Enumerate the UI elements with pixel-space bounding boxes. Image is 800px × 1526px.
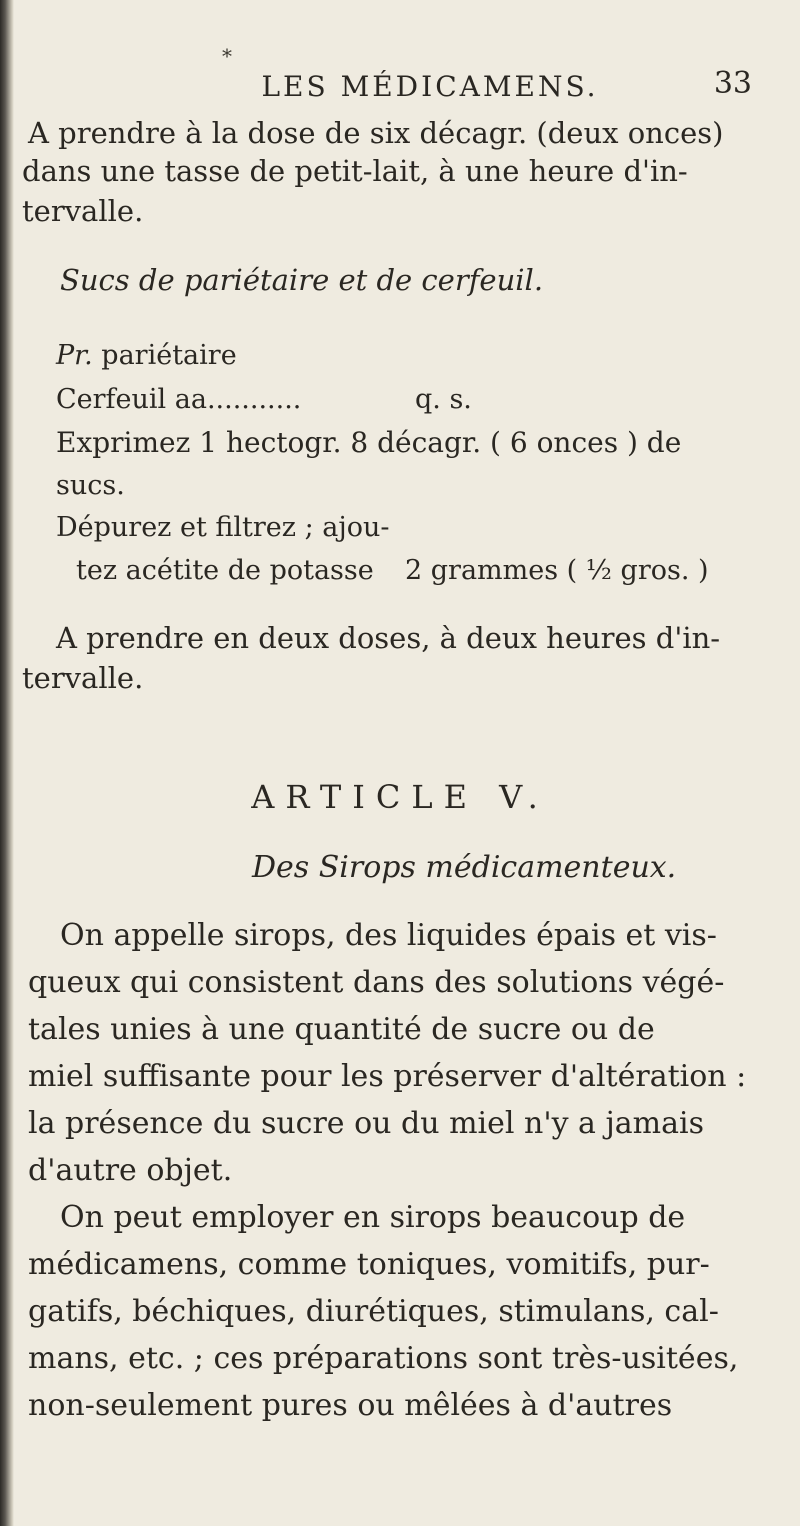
- depurez-line-1: Dépurez et filtrez ; ajou-: [56, 512, 390, 543]
- paragraph-line: non-seulement pures ou mêlées à d'autres: [28, 1388, 673, 1423]
- paragraph-line: miel suffisante pour les préserver d'altération :: [28, 1059, 747, 1094]
- print-mark: *: [222, 44, 232, 68]
- book-spine-shadow: [0, 0, 14, 1526]
- paragraph-line: gatifs, béchiques, diurétiques, stimulans, cal-: [28, 1294, 719, 1329]
- paragraph-line: médicamens, comme toniques, vomitifs, pur-: [28, 1247, 710, 1282]
- dose-line-1: A prendre en deux doses, à deux heures d'in-: [56, 621, 721, 655]
- dose-line-2: tervalle.: [22, 661, 144, 695]
- intro-line-2: dans une tasse de petit-lait, à une heure d'in-: [22, 154, 688, 188]
- express-line: Exprimez 1 hectogr. 8 décagr. ( 6 onces ) de: [56, 426, 682, 459]
- express-line-2: sucs.: [56, 470, 125, 501]
- depurez-quantity: 2 grammes ( ½ gros. ): [405, 555, 709, 586]
- ingredient-cerfeuil: Cerfeuil aa...........: [56, 384, 302, 415]
- paragraph-line: On appelle sirops, des liquides épais et vis-: [60, 918, 717, 953]
- page-header: [0, 66, 800, 120]
- article-heading: ARTICLE V.: [251, 778, 549, 816]
- paragraph-line: tales unies à une quantité de sucre ou de: [28, 1012, 655, 1047]
- paragraph-line: queux qui consistent dans des solutions végé-: [28, 965, 725, 1000]
- paragraph-line: On peut employer en sirops beaucoup de: [60, 1200, 686, 1235]
- depurez-line-2: tez acétite de potasse: [76, 555, 374, 586]
- article-subtitle: Des Sirops médicamenteux.: [252, 850, 677, 885]
- recipe-title: Sucs de pariétaire et de cerfeuil.: [60, 263, 544, 297]
- recipe-ingredient-row-2: [56, 382, 301, 418]
- intro-line-3: tervalle.: [22, 194, 144, 228]
- paragraph-line: d'autre objet.: [28, 1153, 233, 1188]
- pr-label: Pr.: [56, 340, 93, 371]
- running-title: LES MÉDICAMENS.: [261, 70, 599, 103]
- recipe-ingredient-row-1: [56, 338, 237, 374]
- quantity-qs: q. s.: [415, 384, 472, 415]
- ingredient-parietaire: pariétaire: [101, 340, 237, 371]
- page-number: 33: [713, 66, 752, 101]
- intro-line-1: A prendre à la dose de six décagr. (deux onces): [28, 116, 724, 150]
- paragraph-line: mans, etc. ; ces préparations sont très-usitées,: [28, 1341, 739, 1376]
- paragraph-line: la présence du sucre ou du miel n'y a jamais: [28, 1106, 704, 1141]
